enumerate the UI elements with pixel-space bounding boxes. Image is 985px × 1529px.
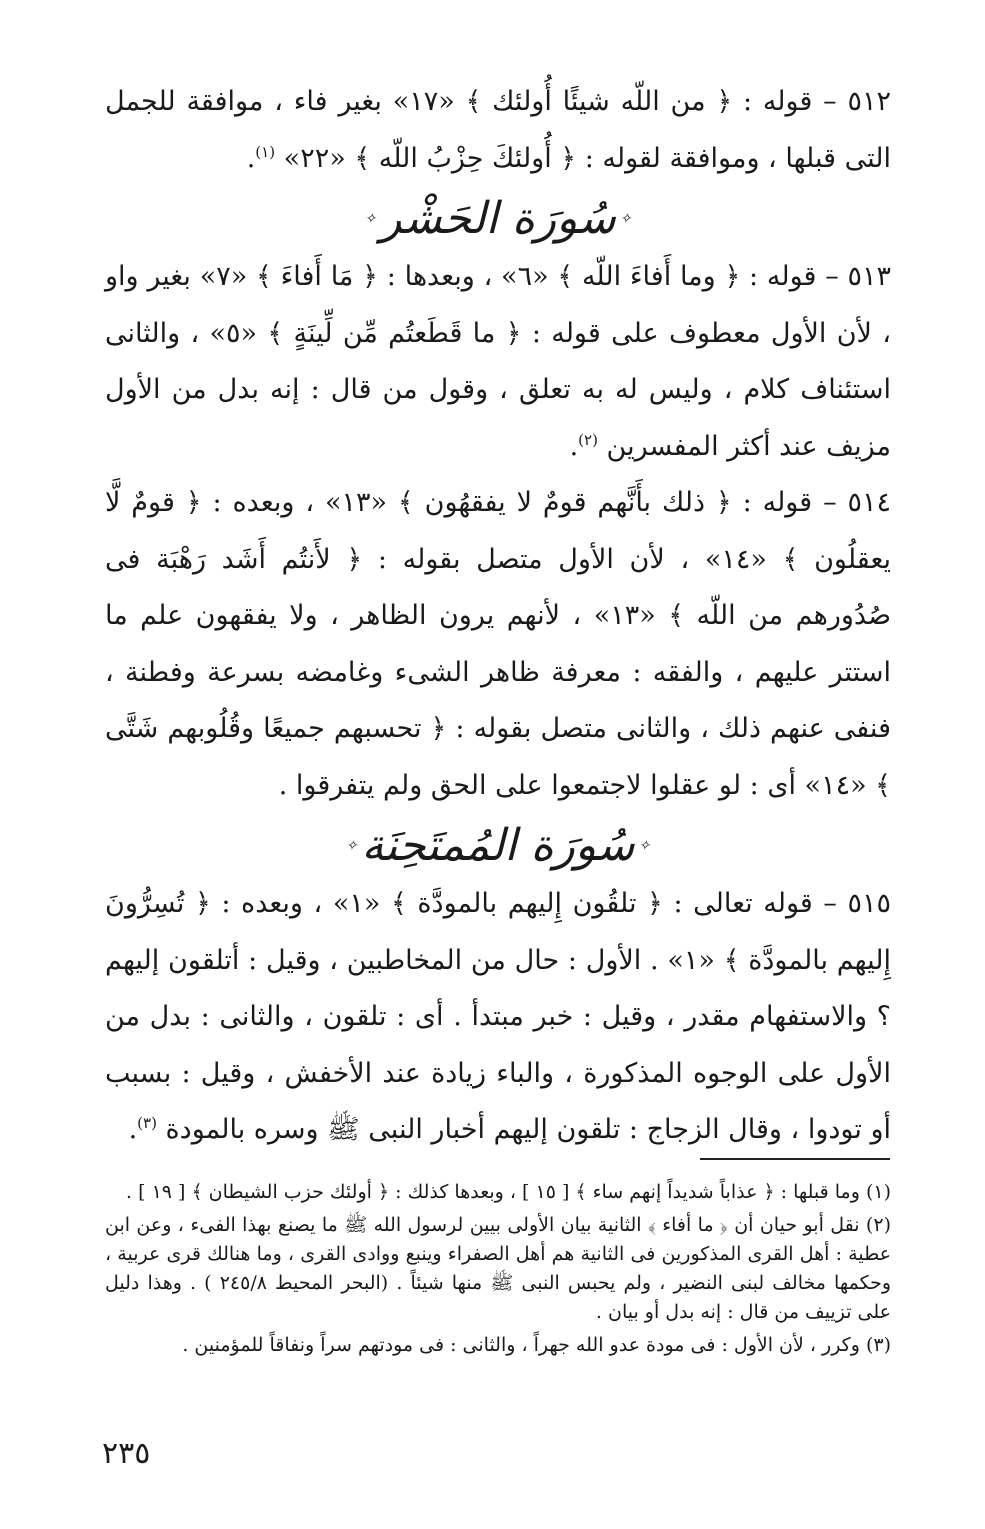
- paragraph-513-text: ٥١٣ – قوله : ﴿ وما أَفاءَ اللّه ﴾ «٦» ، وبعدها : ﴿ مَا أَفاءَ ﴾ «٧» بغير واو ، لأن الأول معطوف على قوله : ﴿ ما قَطَعتُم مِّن لِّينَةٍ ﴾ «٥» ، والثانى استئناف كلام ، وليس له به تعلق ، وقول من قال : إنه بدل من الأول مزيف عند أكثر المفسرين: [105, 261, 891, 462]
- paragraph-512-text: ٥١٢ – قوله : ﴿ من اللّه شيئًا أُولئك ﴾ «١٧» بغير فاء ، موافقة للجمل التى قبلها ، وموافقة لقوله : ﴿ أُولئكَ حِزْبُ اللّه ﴾ «٢٢»: [105, 86, 891, 174]
- paragraph-515-end: .: [128, 1114, 138, 1145]
- main-text: [105, 74, 891, 1159]
- paragraph-512: [105, 74, 891, 187]
- surah-title-mumtahana: سُورَة المُمتَحِنَة: [361, 820, 635, 871]
- paragraph-513: [105, 249, 891, 475]
- heading-ornament-icon: ✧: [638, 838, 651, 854]
- paragraph-512-end: .: [246, 142, 256, 174]
- heading-ornament-icon: ✧: [364, 211, 377, 227]
- footnote-ref-1: (١): [255, 142, 276, 161]
- paragraph-514: [105, 475, 891, 814]
- paragraph-514-text: ٥١٤ – قوله : ﴿ ذلك بأَنَّهم قومٌ لا يفقهُون ﴾ «١٣» ، وبعده : ﴿ قومٌ لَّا يعقلُون ﴾ «١٤» ، لأن الأول متصل بقوله : ﴿ لأَنتُم أَشَد رَهْبَة فى صُدُورهم من اللّه ﴾ «١٣» ، لأنهم يرون الظاهر ، ولا يفقهون علم ما استتر عليهم ، والفقه : معرفة ظاهر الشىء وغامضه بسرعة وفطنة ، فنفى عنهم ذلك ، والثانى متصل بقوله : ﴿ تحسبهم جميعًا وقُلُوبهم شَتَّى ﴾ «١٤» أى : لو عقلوا لاجتمعوا على الحق ولم يتفرقوا .: [105, 487, 891, 801]
- footnote-ref-3: (٣): [137, 1114, 157, 1132]
- footnote-3: (٣) وكرر ، لأن الأول : فى مودة عدو الله جهراً ، والثانى : فى مودتهم سراً ونفاقاً للمؤمنين .: [182, 1334, 891, 1356]
- heading-ornament-icon: ✧: [619, 211, 632, 227]
- paragraph-515-text: ٥١٥ – قوله تعالى : ﴿ تلقُون إِليهم بالمودَّة ﴾ «١» ، وبعده : ﴿ تُسِرُّونَ إِليهم بالمودَّة ﴾ «١» . الأول : حال من المخاطبين ، وقيل : أتلقون إليهم ؟ والاستفهام مقدر ، وقيل : خبر مبتدأ . أى : تلقون ، والثانى : بدل من الأول على الوجوه المذكورة ، والباء زيادة عند الأخفش ، وقيل : بسبب أو تودوا ، وقال الزجاج : تلقون إليهم أخبار النبى ﷺ وسره بالمودة: [105, 888, 891, 1145]
- footnote-ref-2: (٢): [578, 430, 598, 449]
- footnote-divider: [700, 1158, 890, 1160]
- paragraph-513-end: .: [569, 430, 579, 462]
- heading-ornament-icon: ✧: [345, 838, 358, 854]
- footnotes: [105, 1178, 891, 1364]
- surah-title-hashr: سُورَة الحَشْر: [380, 193, 616, 244]
- surah-heading-mumtahana: [105, 816, 891, 876]
- paragraph-515: [105, 876, 891, 1159]
- surah-heading-hashr: [105, 189, 891, 249]
- page-number: ٢٣٥: [102, 1436, 151, 1471]
- footnote-1: (١) وما قبلها : ﴿ عذاباً شديداً إنهم ساء ﴾ [ ١٥ ] ، وبعدها كذلك : ﴿ أولئك حزب الشيطان ﴾ [ ١٩ ] .: [126, 1181, 891, 1203]
- footnote-2: (٢) نقل أبو حيان أن ﴿ ما أفاء ﴾ الثانية بيان الأولى بيين لرسول الله ﷺ ما يصنع بهذا الفىء ، وعن ابن عطية : أهل القرى المذكورين فى الثانية هم أهل الصفراء وينبع ووادى القرى ، وما هنالك قرى عربية ، وحكمها مخالف لبنى النضير ، ولم يحبس النبى ﷺ منها شيئاً . (البحر المحيط ٢٤٥/٨ ) . وهذا دليل على تزييف من قال : إنه بدل أو بيان .: [105, 1214, 891, 1323]
